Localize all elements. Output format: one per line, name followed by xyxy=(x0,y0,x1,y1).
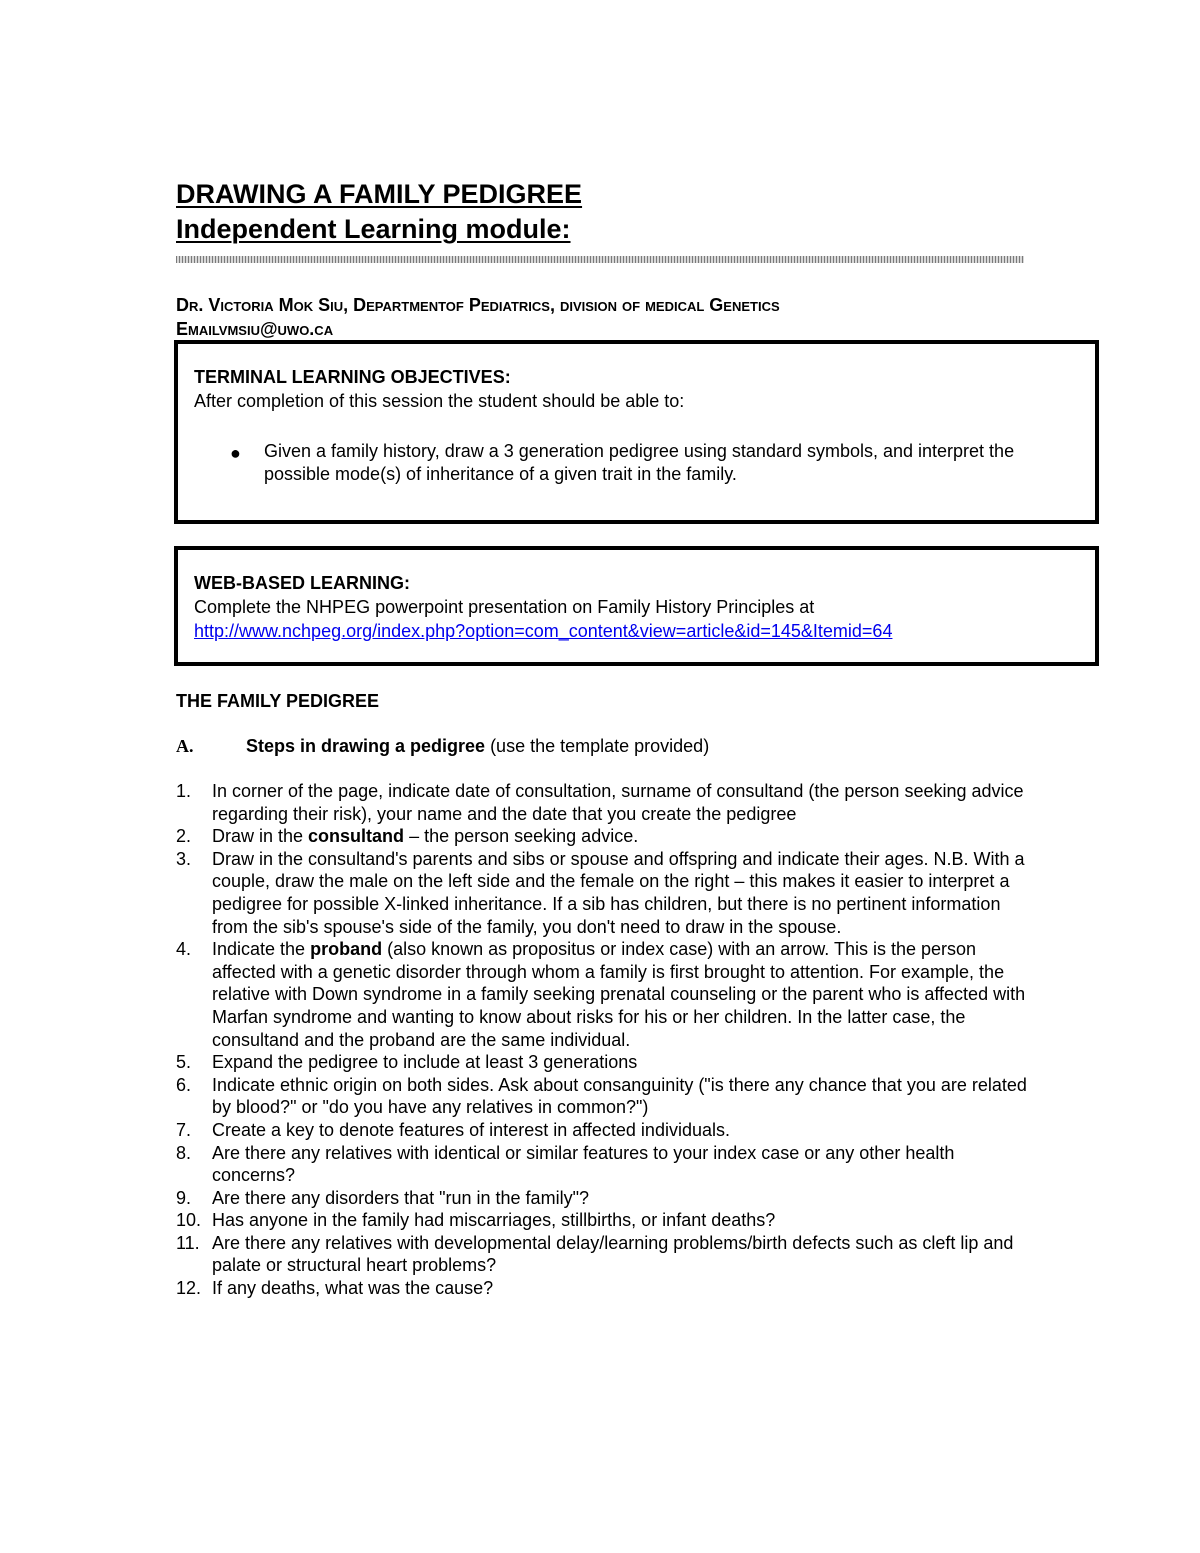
hatched-divider xyxy=(176,256,1024,263)
list-item xyxy=(176,780,1036,825)
list-item xyxy=(176,938,1036,1051)
author-line: Dr. Victoria Mok Siu, Departmentof Pediatrics, division of medical Genetics xyxy=(176,295,780,315)
item-text-post: (also known as propositus or index case) with an arrow. This is the person affected with a genetic disorder through whom a family is first brought to attention. For example, the relative with Down syndrome in a family seeking prenatal counseling or the parent who is affected with Marfan syndrome and wanting to know about risks for his or her children. In the latter case, the consultand and the proband are the same individual. xyxy=(212,939,1026,1050)
step-note: (use the template provided) xyxy=(485,736,710,756)
item-number: 11. xyxy=(176,1232,200,1253)
item-number: 5. xyxy=(176,1052,192,1073)
document-title: DRAWING A FAMILY PEDIGREE xyxy=(176,179,583,209)
list-item xyxy=(176,1277,1036,1300)
item-term-proband: proband xyxy=(310,939,383,960)
item-text: Has anyone in the family had miscarriages, stillbirths, or infant deaths? xyxy=(212,1210,776,1231)
objectives-box xyxy=(174,340,1099,524)
bullet-icon: ● xyxy=(230,443,241,463)
item-number: 4. xyxy=(176,939,192,960)
item-number: 9. xyxy=(176,1187,192,1208)
item-number: 1. xyxy=(176,781,192,801)
item-text: Indicate ethnic origin on both sides. Ask about consanguinity ("is there any chance that you are related by blood?" or "do you have any relatives in common?") xyxy=(212,1074,1027,1118)
objectives-bullet: Given a family history, draw a 3 generation pedigree using standard symbols, and interpret the possible mode(s) of inheritance of a given trait in the family. xyxy=(264,441,1015,484)
step-heading xyxy=(246,735,709,757)
item-text-pre: Draw in the xyxy=(212,826,309,847)
item-number: 8. xyxy=(176,1142,192,1163)
item-text: Draw in the consultand's parents and sibs or spouse and offspring and indicate their ages. N.B. With a couple, draw the male on the left side and the female on the right – this makes it easier to interpret a pedigree for possible X-linked inheritance. If a sib has children, but there is no pertinent information from the sib's spouse's side of the family, you don't need to draw in the spouse. xyxy=(212,848,1025,937)
steps-list xyxy=(176,780,1036,1300)
item-number: 2. xyxy=(176,826,192,847)
list-item xyxy=(176,1187,1036,1210)
document-subtitle: Independent Learning module: xyxy=(176,214,571,244)
step-title: Steps in drawing a pedigree xyxy=(246,736,486,756)
item-number: 3. xyxy=(176,848,192,869)
item-number: 12. xyxy=(176,1278,202,1299)
item-text: Are there any relatives with developmental delay/learning problems/birth defects such as cleft lip and palate or structural heart problems? xyxy=(212,1232,1014,1276)
item-number: 6. xyxy=(176,1074,192,1095)
list-item xyxy=(176,1232,1036,1277)
list-item xyxy=(176,1142,1036,1187)
step-letter: A. xyxy=(176,736,194,756)
email-line: Emailvmsiu@uwo.ca xyxy=(176,319,334,339)
list-item xyxy=(176,1209,1036,1232)
objectives-heading: TERMINAL LEARNING OBJECTIVES: xyxy=(194,367,511,387)
item-text: In corner of the page, indicate date of consultation, surname of consultand (the person seeking advice regarding their risk), your name and the date that you create the pedigree xyxy=(212,781,1024,824)
list-item xyxy=(176,1119,1036,1142)
item-term-consultand: consultand xyxy=(308,826,405,847)
web-learning-box xyxy=(174,546,1099,666)
item-text: Are there any relatives with identical or similar features to your index case or any other health concerns? xyxy=(212,1142,955,1186)
list-item xyxy=(176,1074,1036,1119)
item-text-post: – the person seeking advice. xyxy=(404,826,639,847)
list-item xyxy=(176,848,1036,938)
nchpeg-link[interactable]: http://www.nchpeg.org/index.php?option=com_content&view=article&id=145&Itemid=64 xyxy=(194,621,893,641)
list-item xyxy=(176,1051,1036,1074)
item-number: 10. xyxy=(176,1210,202,1231)
item-text: If any deaths, what was the cause? xyxy=(212,1278,494,1299)
item-text: Expand the pedigree to include at least 3 generations xyxy=(212,1052,638,1073)
list-item xyxy=(176,825,1036,848)
item-number: 7. xyxy=(176,1119,192,1140)
section-heading: THE FAMILY PEDIGREE xyxy=(176,691,380,711)
web-learning-text: Complete the NHPEG powerpoint presentation on Family History Principles at xyxy=(194,597,815,617)
item-text-pre: Indicate the xyxy=(212,939,311,960)
objectives-intro: After completion of this session the student should be able to: xyxy=(194,391,685,411)
item-text: Are there any disorders that "run in the family"? xyxy=(212,1187,589,1208)
item-text: Create a key to denote features of interest in affected individuals. xyxy=(212,1119,730,1140)
web-learning-heading: WEB-BASED LEARNING: xyxy=(194,573,410,593)
